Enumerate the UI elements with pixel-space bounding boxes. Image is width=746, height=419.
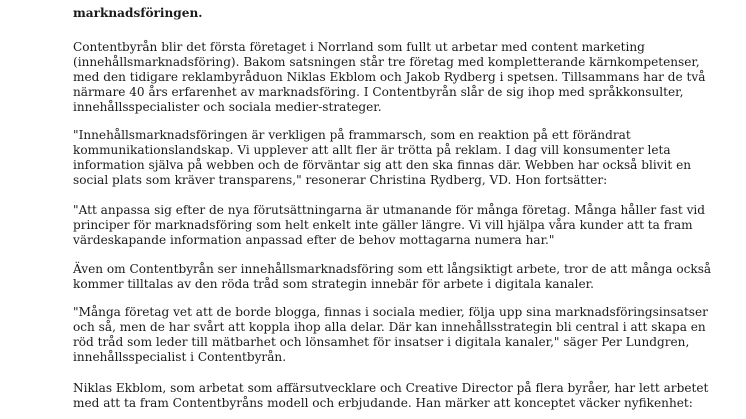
paragraph-1 [73,40,729,115]
cut-off-heading [73,0,729,21]
paragraph-line: värdeskapande information anpassad efter de behov mottagarna numera har." [73,233,555,248]
paragraph-line: med den tidigare reklambyråduon Niklas Ekblom och Jakob Rydberg i spetsen. Tillsammans har de två [73,70,706,85]
paragraph-line: och så, men de har svårt att koppla ihop alla delar. Där kan innehållsstrategin bli central i att skapa en [73,320,706,335]
paragraph-line: kommer tilltalas av den röda tråd som strategin innebär för arbete i digitala kanaler. [73,277,594,292]
paragraph-line: principer för marknadsföring som helt enkelt inte gäller längre. Vi vill hjälpa våra kunder att ta fram [73,218,693,233]
heading-tail: marknadsföringen. [73,6,203,21]
paragraph-line: "Att anpassa sig efter de nya förutsättningarna är utmanande för många företag. Många håller fast vid [73,203,706,217]
paragraph-line: innehållsspecialister och sociala medier-strateger. [73,100,382,115]
paragraph-line: "Många företag vet att de borde blogga, finnas i sociala medier, följa upp sina marknadsföringsinsatser [73,305,708,319]
paragraph-line: (innehållsmarknadsföring). Bakom satsningen står tre företag med kompletterande kärnkompetenser, [73,55,700,70]
paragraph-line: social plats som kräver transparens," resonerar Christina Rydberg, VD. Hon fortsätter: [73,173,608,188]
paragraph-line: innehållsspecialist i Contentbyrån. [73,350,287,365]
paragraph-line: "Innehållsmarknadsföringen är verkligen på frammarsch, som en reaktion på ett förändrat [73,128,631,142]
paragraph-5 [73,305,729,365]
paragraph-line: närmare 40 års erfarenhet av marknadsföring. I Contentbyrån slår de sig ihop med språkkonsulter, [73,85,684,100]
paragraph-line: Contentbyrån blir det första företaget i Norrland som fullt ut arbetar med content marketing [73,40,645,54]
paragraph-line: kommunikationslandskap. Vi upplever att allt fler är trötta på reklam. I dag vill konsumenter leta [73,143,671,158]
paragraph-6 [73,381,729,411]
paragraph-line: information själva på webben och de förväntar sig att den ska finnas där. Webben har också blivit en [73,158,692,173]
paragraph-line: röd tråd som leder till mätbarhet och lönsamhet för insatser i digitala kanaler," säger Per Lundgren, [73,335,690,350]
paragraph-line: med att ta fram Contentbyråns modell och erbjudande. Han märker att konceptet väcker nyfikenhet: [73,396,693,411]
paragraph-line: Även om Contentbyrån ser innehållsmarknadsföring som ett långsiktigt arbete, tror de att många också [73,262,712,276]
paragraph-4 [73,262,729,292]
paragraph-2 [73,128,729,188]
paragraph-line: Niklas Ekblom, som arbetat som affärsutvecklare och Creative Director på flera byråer, har lett arbetet [73,381,709,395]
paragraph-3 [73,203,729,248]
